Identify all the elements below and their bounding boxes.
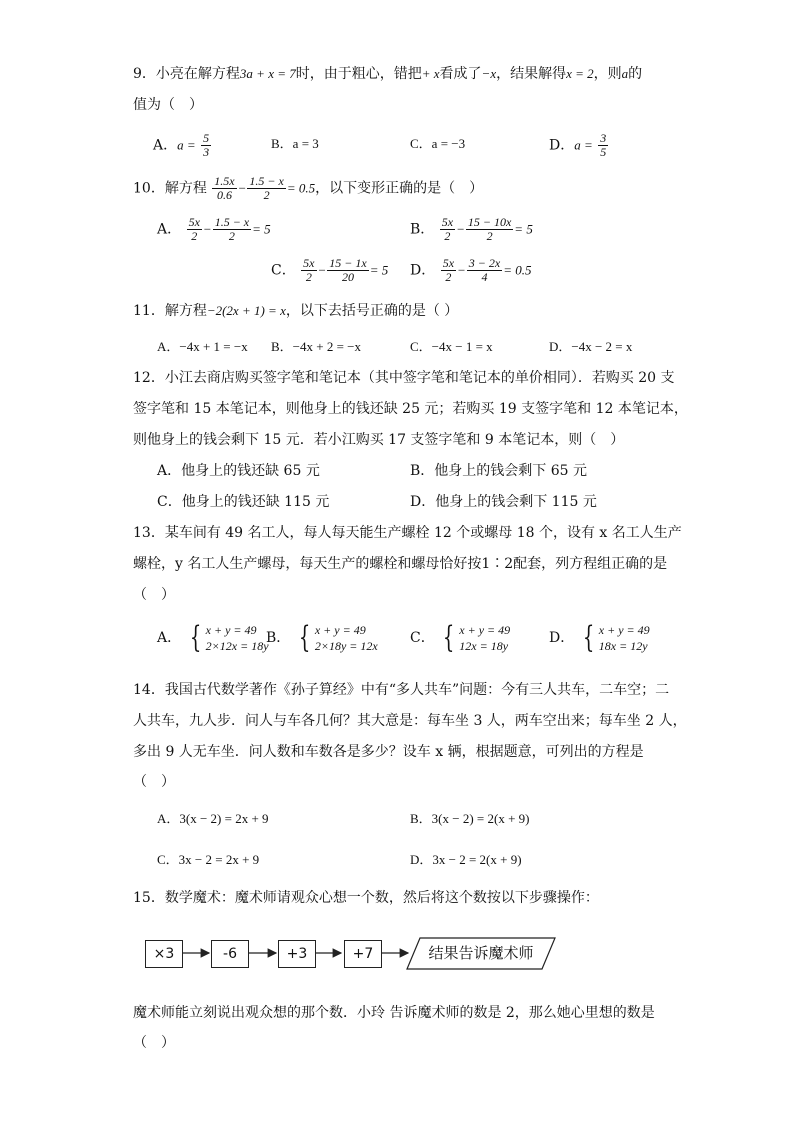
q13-stem-line3: （ ） (133, 587, 175, 603)
q13-stem-line2: 螺栓，y 名工人生产螺母，每天生产的螺栓和螺母恰好按1∶2配套，列方程组正确的是 (133, 556, 668, 572)
minus-sign: − (237, 180, 247, 196)
minus-sign: − (317, 262, 327, 278)
option-label: A． (157, 630, 182, 646)
q9-text: 9．小亮在解方程 (133, 66, 240, 82)
q9-option-b[interactable]: B．a = 3 (271, 136, 319, 151)
option-label: D． (549, 630, 575, 646)
denominator: 2 (228, 229, 235, 243)
option-label: A． (153, 137, 178, 154)
numerator: 3 (600, 131, 607, 145)
q11-text: 11．解方程 (133, 303, 207, 319)
q10-text: 10．解方程 (133, 180, 207, 197)
flow-step-minus-6: -6 (211, 940, 249, 968)
option-lhs: a = (177, 137, 196, 153)
minus-sign: − (202, 221, 212, 237)
minus-sign: − (457, 262, 466, 278)
equation-row: x + y = 49 (314, 623, 366, 637)
option-label: A． (157, 221, 182, 238)
numerator: 5x (303, 256, 315, 270)
q9-stem-line2: 值为（ ） (133, 97, 203, 113)
q12-option-b[interactable]: B．他身上的钱会剩下 65 元 (410, 463, 588, 479)
q11-option-a[interactable]: A．−4x + 1 = −x (157, 339, 248, 354)
numerator: 3 − 2x (468, 256, 501, 270)
denominator: 2 (263, 188, 270, 202)
q9-text: 的 (628, 66, 643, 82)
q11-option-c[interactable]: C．−4x − 1 = x (410, 339, 493, 354)
numerator: 1.5 − x (249, 174, 284, 188)
q12-option-c[interactable]: C．他身上的钱还缺 115 元 (157, 494, 330, 510)
q11-equation: −2(2x + 1) = x (206, 303, 286, 318)
denominator: 2 (191, 229, 198, 243)
q9-equation: 3a + x = 7 (239, 66, 296, 81)
q15-stem-line2: 魔术师能立刻说出观众想的那个数．小玲 告诉魔术师的数是 2，那么她心里想的数是 (133, 1005, 655, 1021)
q14-stem-line2: 人共车，九人步．问人与车各几何？其大意是：每车坐 3 人，两车空出来；每车坐 2 人， (133, 713, 687, 729)
q11-option-b[interactable]: B．−4x + 2 = −x (271, 339, 361, 354)
q10-text: ，以下变形正确的是（ ） (315, 180, 484, 197)
q15-stem-line1: 15．数学魔术：魔术师请观众心想一个数，然后将这个数按以下步骤操作： (133, 890, 599, 906)
q12-stem-line3: 则他身上的钱会剩下 15 元．若小江购买 17 支签字笔和 9 本笔记本，则（ ） (133, 432, 625, 448)
numerator: 1.5x (214, 174, 235, 188)
denominator: 2 (445, 270, 452, 284)
option-label: B． (410, 221, 435, 238)
denominator: 2 (486, 229, 493, 243)
rhs: = 5 (514, 221, 533, 237)
rhs: = 0.5 (286, 180, 316, 196)
rhs: = 0.5 (503, 262, 532, 278)
equation-row: x + y = 49 (459, 623, 511, 637)
q9-solution: x = 2 (566, 66, 594, 81)
q9-text: ，则 (593, 66, 622, 82)
q11-option-d[interactable]: D．−4x − 2 = x (549, 339, 633, 354)
option-lhs: a = (574, 137, 593, 153)
q14-option-d[interactable]: D．3x − 2 = 2(x + 9) (410, 852, 522, 867)
q12-stem-line1: 12．小江去商店购买签字笔和笔记本（其中签字笔和笔记本的单价相同）．若购买 20 支 (133, 370, 675, 386)
numerator: 5 (203, 131, 210, 145)
q14-stem-line1: 14．我国古代数学著作《孙子算经》中有“多人共车”问题：今有三人共车，二车空；二 (133, 682, 670, 698)
q9-text: 时，由于粗心，错把 (295, 66, 422, 82)
numerator: 15 − 1x (329, 256, 367, 270)
option-label: B． (266, 630, 291, 646)
numerator: 5x (188, 215, 200, 229)
q9-option-c[interactable]: C．a = −3 (410, 136, 466, 151)
denominator: 2 (305, 270, 312, 284)
rhs: = 5 (369, 262, 389, 278)
equation-row: x + y = 49 (598, 623, 650, 637)
equation-row: 12x = 18y (459, 639, 509, 653)
q9-variable-a: a (621, 66, 629, 81)
q14-option-b[interactable]: B．3(x − 2) = 2(x + 9) (410, 811, 530, 826)
q12-stem-line2: 签字笔和 15 本笔记本，则他身上的钱还缺 25 元；若购买 19 支签字笔和 12 本笔记本， (133, 401, 688, 417)
equation-row: x + y = 49 (205, 623, 257, 637)
brace-glyph: { (189, 620, 201, 655)
denominator: 3 (203, 145, 210, 159)
q15-stem-line3: （ ） (133, 1035, 175, 1051)
option-label: D． (549, 137, 575, 154)
minus-sign: − (456, 221, 465, 237)
denominator: 20 (342, 270, 354, 284)
brace-glyph: { (442, 620, 455, 655)
q9-minus-x: −x (481, 66, 497, 81)
q13-stem-line1: 13．某车间有 49 名工人，每人每天能生产螺栓 12 个或螺母 18 个，设有 x 名工人生产 (133, 525, 682, 541)
q9-plus-x: + x (421, 66, 440, 81)
denominator: 0.6 (216, 188, 232, 202)
q12-option-d[interactable]: D．他身上的钱会剩下 115 元 (410, 494, 597, 510)
brace-glyph: { (582, 620, 594, 655)
numerator: 5x (441, 215, 454, 229)
q12-option-a[interactable]: A．他身上的钱还缺 65 元 (157, 463, 320, 479)
option-label: C． (410, 630, 435, 646)
denominator: 5 (600, 145, 607, 159)
numerator: 1.5 − x (214, 215, 250, 229)
q9-text: 看成了 (439, 66, 482, 82)
flow-step-plus-7: +7 (344, 940, 382, 968)
q9-text: ，结果解得 (496, 66, 567, 82)
flow-end-label: 结果告诉魔术师 (428, 944, 534, 962)
q14-stem-line3: 多出 9 人无车坐．问人数和车数各是多少？设车 x 辆，根据题意，可列出的方程是 (133, 744, 644, 760)
option-label: D． (410, 262, 436, 279)
equation-row: 2×12x = 18y (205, 639, 269, 653)
q14-option-a[interactable]: A．3(x − 2) = 2x + 9 (157, 811, 269, 826)
equation-row: 2×18y = 12x (314, 639, 378, 653)
rhs: = 5 (252, 221, 271, 237)
q14-option-c[interactable]: C．3x − 2 = 2x + 9 (157, 852, 260, 867)
flow-step-multiply-3: ×3 (145, 940, 183, 968)
numerator: 15 − 10x (467, 215, 512, 229)
flow-step-plus-3: +3 (278, 940, 316, 968)
q14-stem-line4: （ ） (133, 774, 175, 790)
denominator: 4 (481, 270, 488, 284)
option-label: C． (271, 262, 296, 279)
denominator: 2 (444, 229, 451, 243)
numerator: 5x (442, 256, 455, 270)
brace-glyph: { (298, 620, 311, 655)
equation-row: 18x = 12y (598, 639, 648, 653)
q11-text: ，以下去括号正确的是（ ） (285, 303, 459, 319)
